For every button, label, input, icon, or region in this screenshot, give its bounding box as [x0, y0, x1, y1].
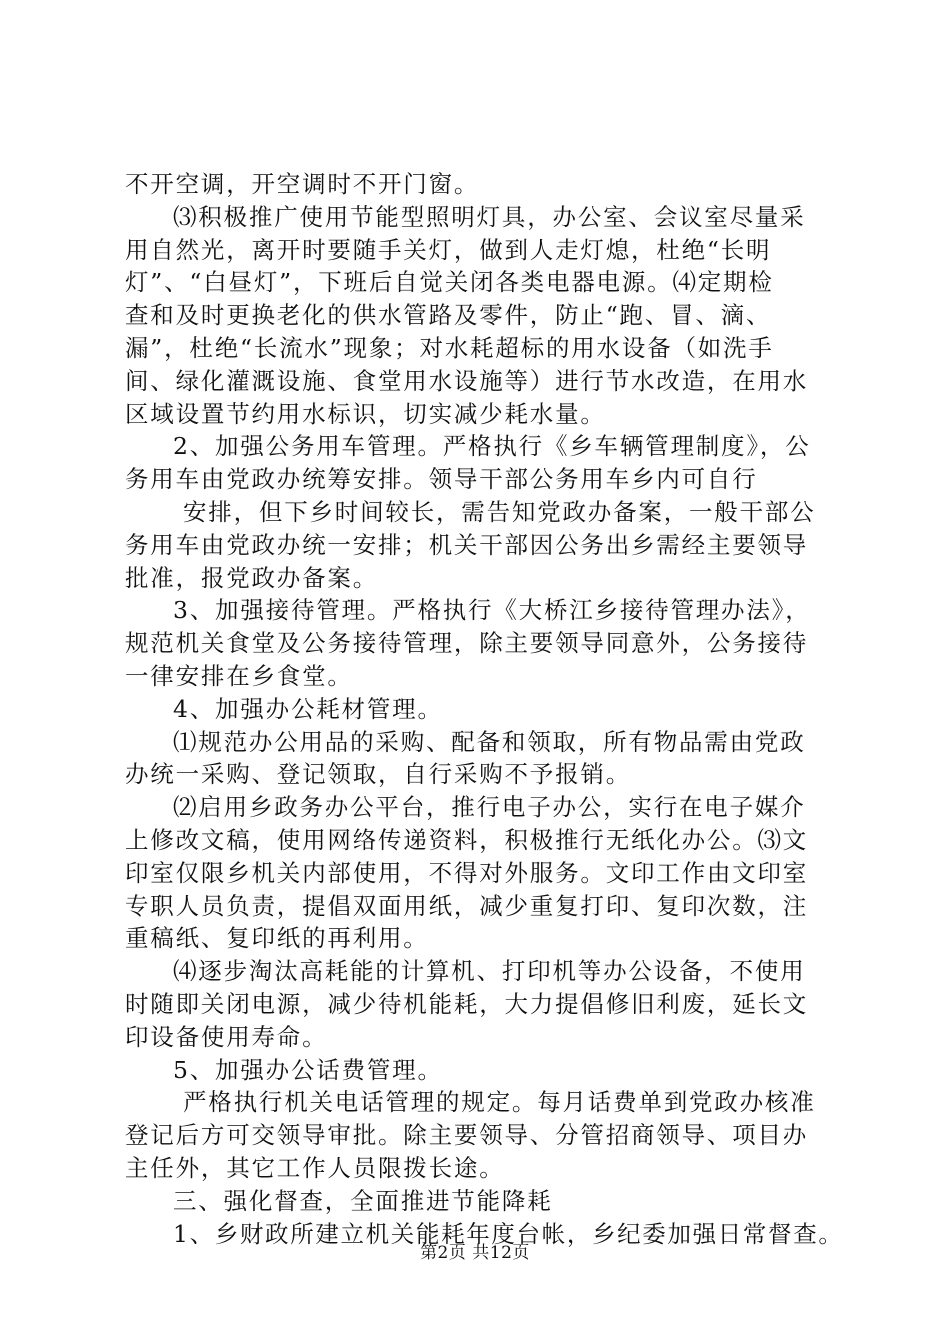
text-line: ⑷逐步淘汰高耗能的计算机、打印机等办公设备，不使用 — [173, 957, 806, 986]
text-line: 批准，报党政办备案。 — [125, 563, 378, 592]
text-line: 不开空调，开空调时不开门窗。 — [125, 170, 480, 198]
text-line: 安排，但下乡时间较长，需告知党政办备案，一般干部公 — [183, 497, 816, 526]
text-line: 1、乡财政所建立机关能耗年度台帐，乡纪委加强日常督查。 — [173, 1219, 844, 1248]
text-line: 三、强化督查，全面推进节能降耗 — [173, 1186, 553, 1215]
text-line: 主任外，其它工作人员限拨长途。 — [125, 1153, 505, 1182]
text-line: 严格执行机关电话管理的规定。每月话费单到党政办核准 — [183, 1088, 816, 1117]
page-footer: 第2页 共12页 — [420, 1243, 530, 1263]
text-line: 4、加强办公耗材管理。 — [173, 694, 443, 723]
text-line: 上修改文稿，使用网络传递资料，积极推行无纸化办公。⑶文 — [125, 825, 809, 854]
text-line: 印设备使用寿命。 — [125, 1022, 328, 1051]
text-line: ⑵启用乡政务办公平台，推行电子办公，实行在电子媒介 — [173, 793, 806, 822]
text-line: 时随即关闭电源，减少待机能耗，大力提倡修旧利废，延长文 — [125, 989, 809, 1018]
text-line: 2、加强公务用车管理。严格执行《乡车辆管理制度》，公 — [173, 432, 811, 461]
text-line: 专职人员负责，提倡双面用纸，减少重复打印、复印次数，注 — [125, 891, 809, 920]
text-line: 用自然光，离开时要随手关灯，做到人走灯熄，杜绝“长明 — [125, 235, 772, 264]
text-line: 印室仅限乡机关内部使用，不得对外服务。文印工作由文印室 — [125, 858, 809, 887]
text-line: 间、绿化灌溉设施、食堂用水设施等）进行节水改造，在用水 — [125, 366, 809, 395]
document-body — [125, 168, 845, 1250]
text-line: 办统一采购、登记领取，自行采购不予报销。 — [125, 760, 631, 789]
text-line: 3、加强接待管理。严格执行《大桥江乡接待管理办法》， — [173, 596, 811, 625]
text-line: 灯”、“白昼灯”，下班后自觉关闭各类电器电源。⑷定期检 — [125, 268, 774, 297]
text-line: ⑶积极推广使用节能型照明灯具，办公室、会议室尽量采 — [173, 202, 806, 231]
text-line: 一律安排在乡食堂。 — [125, 661, 353, 690]
text-line: 5、加强办公话费管理。 — [173, 1055, 443, 1084]
text-line: ⑴规范办公用品的采购、配备和领取，所有物品需由党政 — [173, 727, 806, 756]
text-line: 规范机关食堂及公务接待管理，除主要领导同意外，公务接待 — [125, 629, 809, 658]
text-line: 登记后方可交领导审批。除主要领导、分管招商领导、项目办 — [125, 1121, 809, 1150]
text-line: 重稿纸、复印纸的再利用。 — [125, 924, 429, 953]
text-line: 漏”，杜绝“长流水”现象；对水耗超标的用水设备（如洗手 — [125, 333, 774, 362]
text-line: 务用车由党政办统一安排；机关干部因公务出乡需经主要领导 — [125, 530, 809, 559]
text-line: 查和及时更换老化的供水管路及零件，防止“跑、冒、滴、 — [125, 301, 772, 330]
text-line: 务用车由党政办统筹安排。领导干部公务用车乡内可自行 — [125, 465, 758, 494]
text-line: 区域设置节约用水标识，切实减少耗水量。 — [125, 399, 606, 428]
